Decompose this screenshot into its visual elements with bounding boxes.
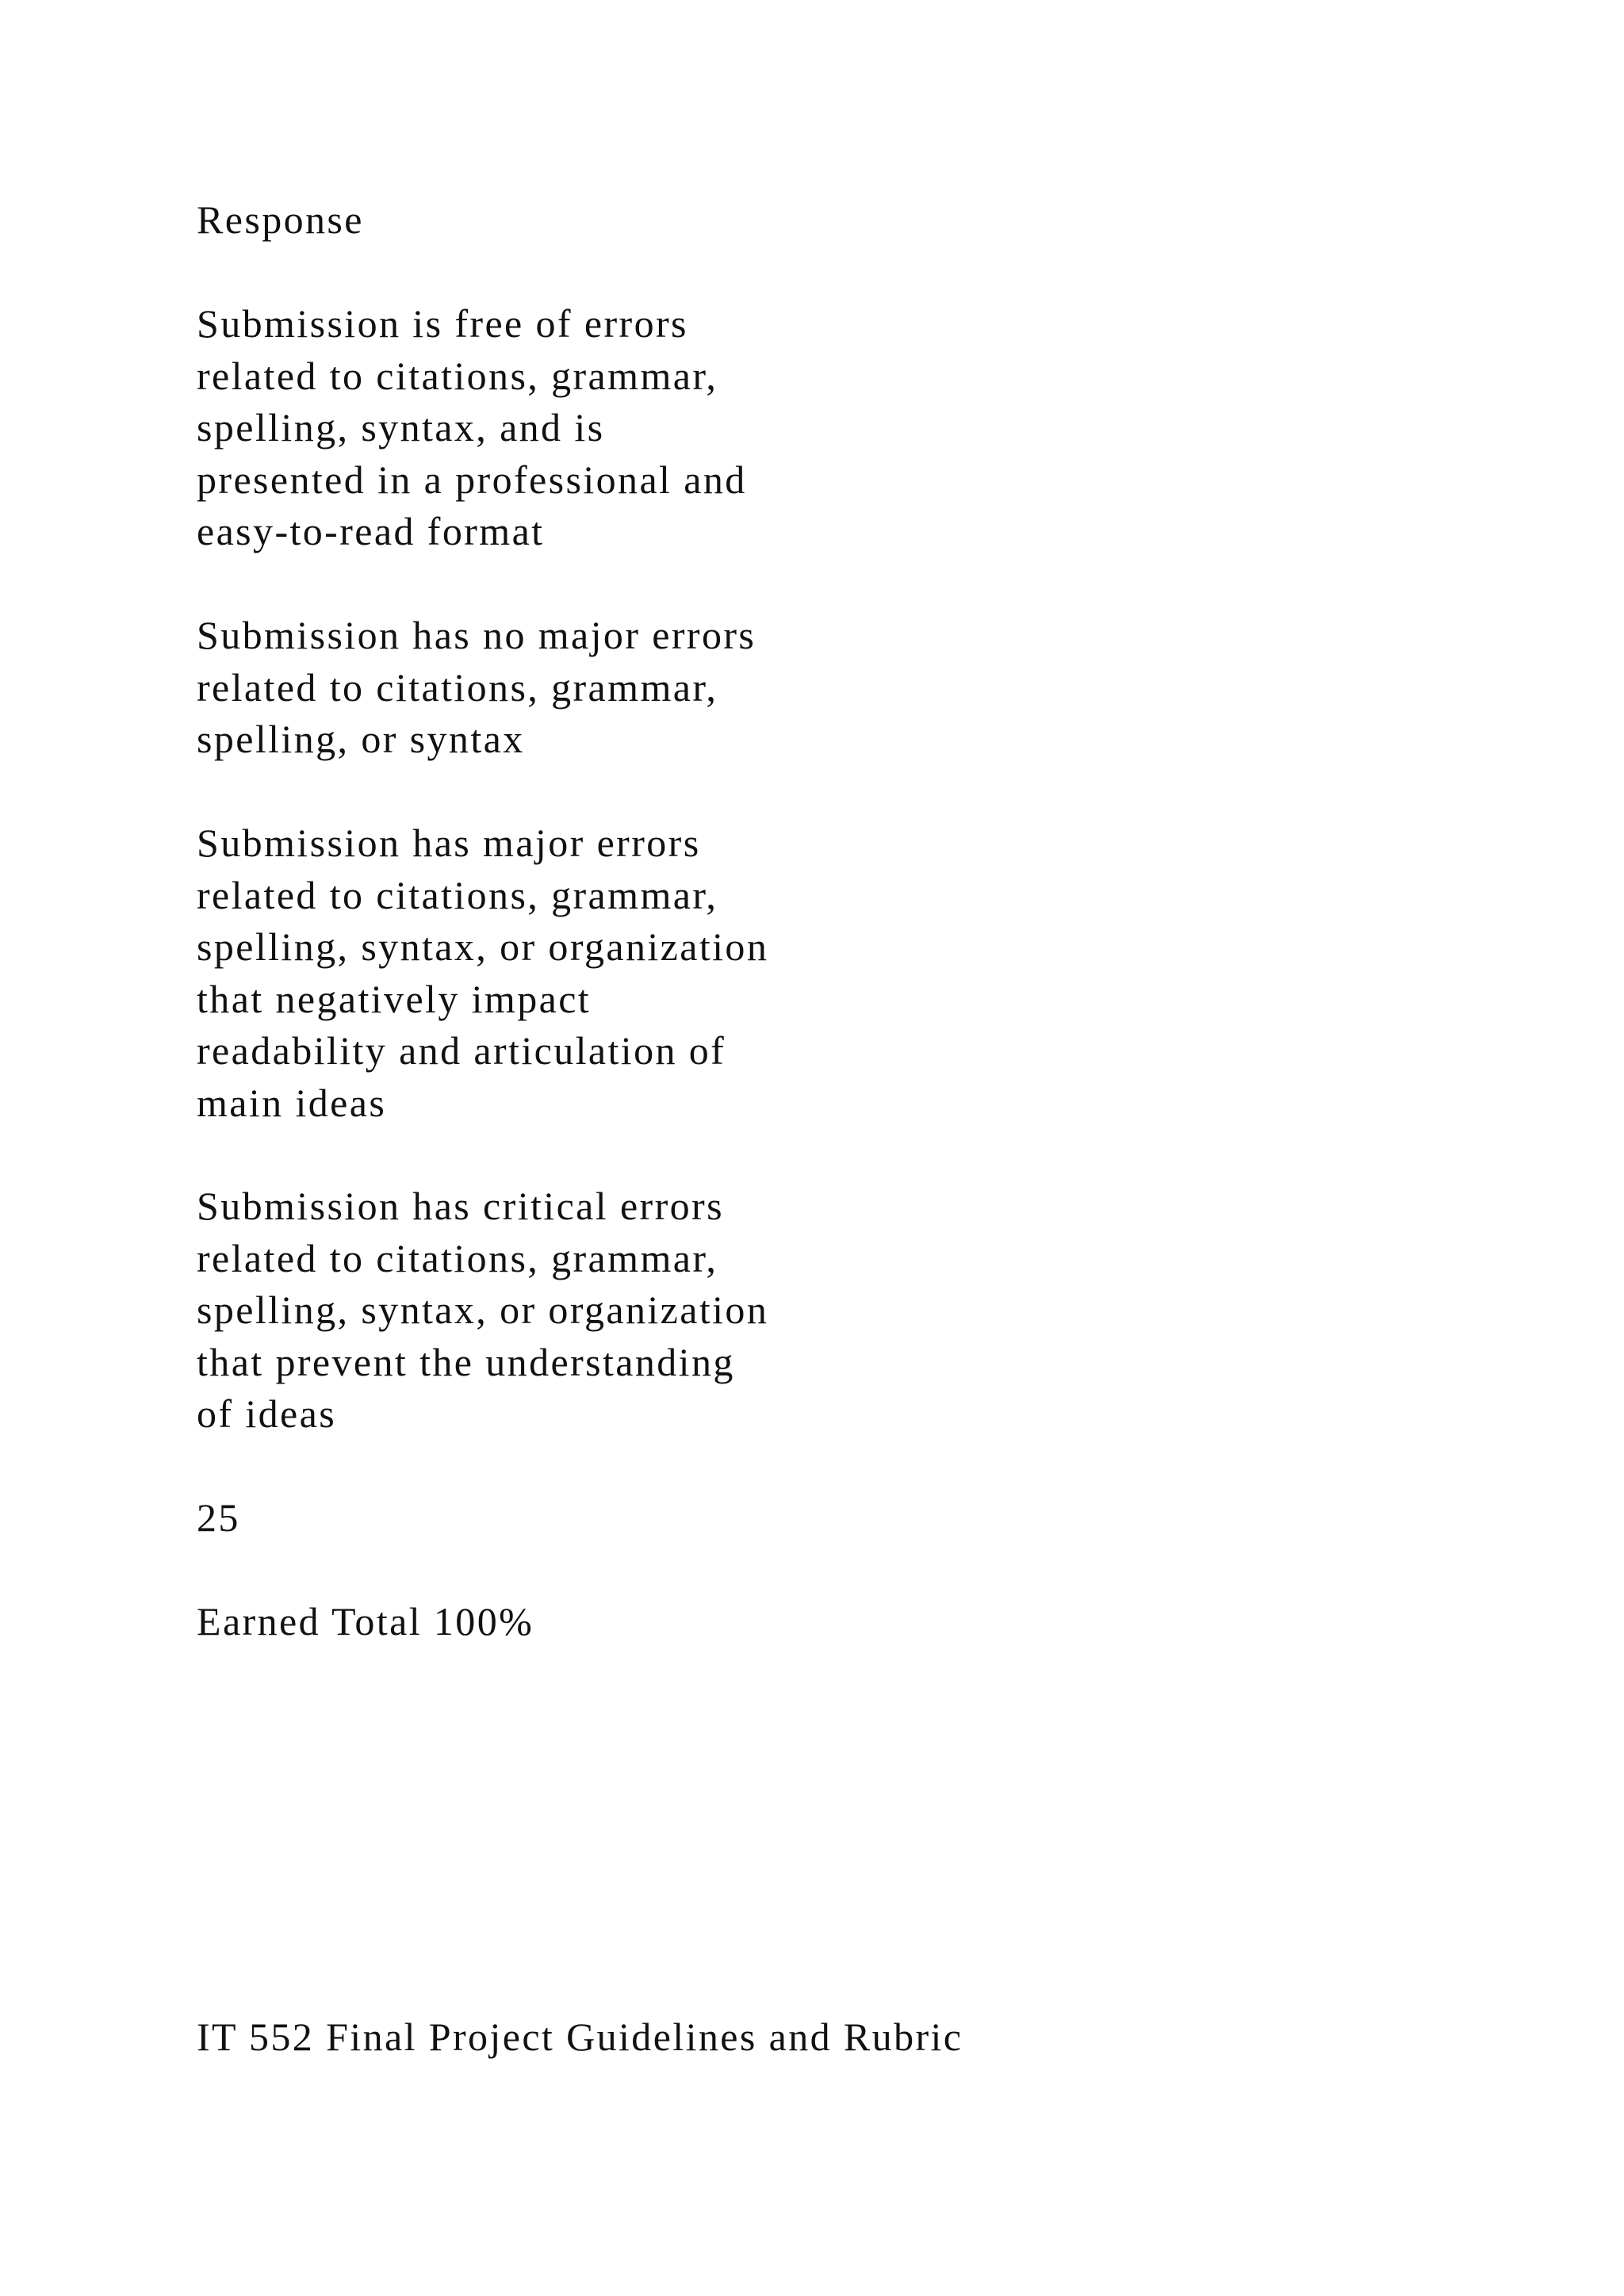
- text-line: spelling, syntax, and is: [197, 405, 605, 450]
- text-line: spelling, syntax, or organization: [197, 924, 769, 969]
- text-line: that negatively impact: [197, 976, 592, 1021]
- text-line: easy-to-read format: [197, 509, 545, 553]
- text-line: spelling, syntax, or organization: [197, 1288, 769, 1332]
- text-line: Submission is free of errors: [197, 301, 688, 346]
- text-line: Submission has no major errors: [197, 613, 756, 657]
- criterion-value: 25: [197, 1495, 240, 1540]
- text-line: related to citations, grammar,: [197, 1235, 718, 1280]
- criterion-proficient-text: [197, 610, 756, 766]
- earned-total: Earned Total 100%: [197, 1599, 534, 1644]
- text-line: of ideas: [197, 1391, 337, 1436]
- criterion-exemplary-text: [197, 298, 747, 558]
- section-heading: Response: [197, 197, 364, 242]
- text-line: readability and articulation of: [197, 1028, 726, 1073]
- text-line: presented in a professional and: [197, 457, 747, 502]
- text-line: Submission has critical errors: [197, 1184, 724, 1228]
- criterion-needs-improvement-text: [197, 817, 768, 1129]
- text-line: that prevent the understanding: [197, 1339, 735, 1384]
- text-line: main ideas: [197, 1080, 387, 1125]
- text-line: related to citations, grammar,: [197, 353, 718, 398]
- criterion-not-evident-text: [197, 1181, 768, 1441]
- text-line: Submission has major errors: [197, 821, 701, 865]
- text-line: spelling, or syntax: [197, 717, 525, 761]
- text-line: related to citations, grammar,: [197, 872, 718, 917]
- text-line: related to citations, grammar,: [197, 664, 718, 710]
- footer-title: IT 552 Final Project Guidelines and Rubric: [197, 2015, 963, 2059]
